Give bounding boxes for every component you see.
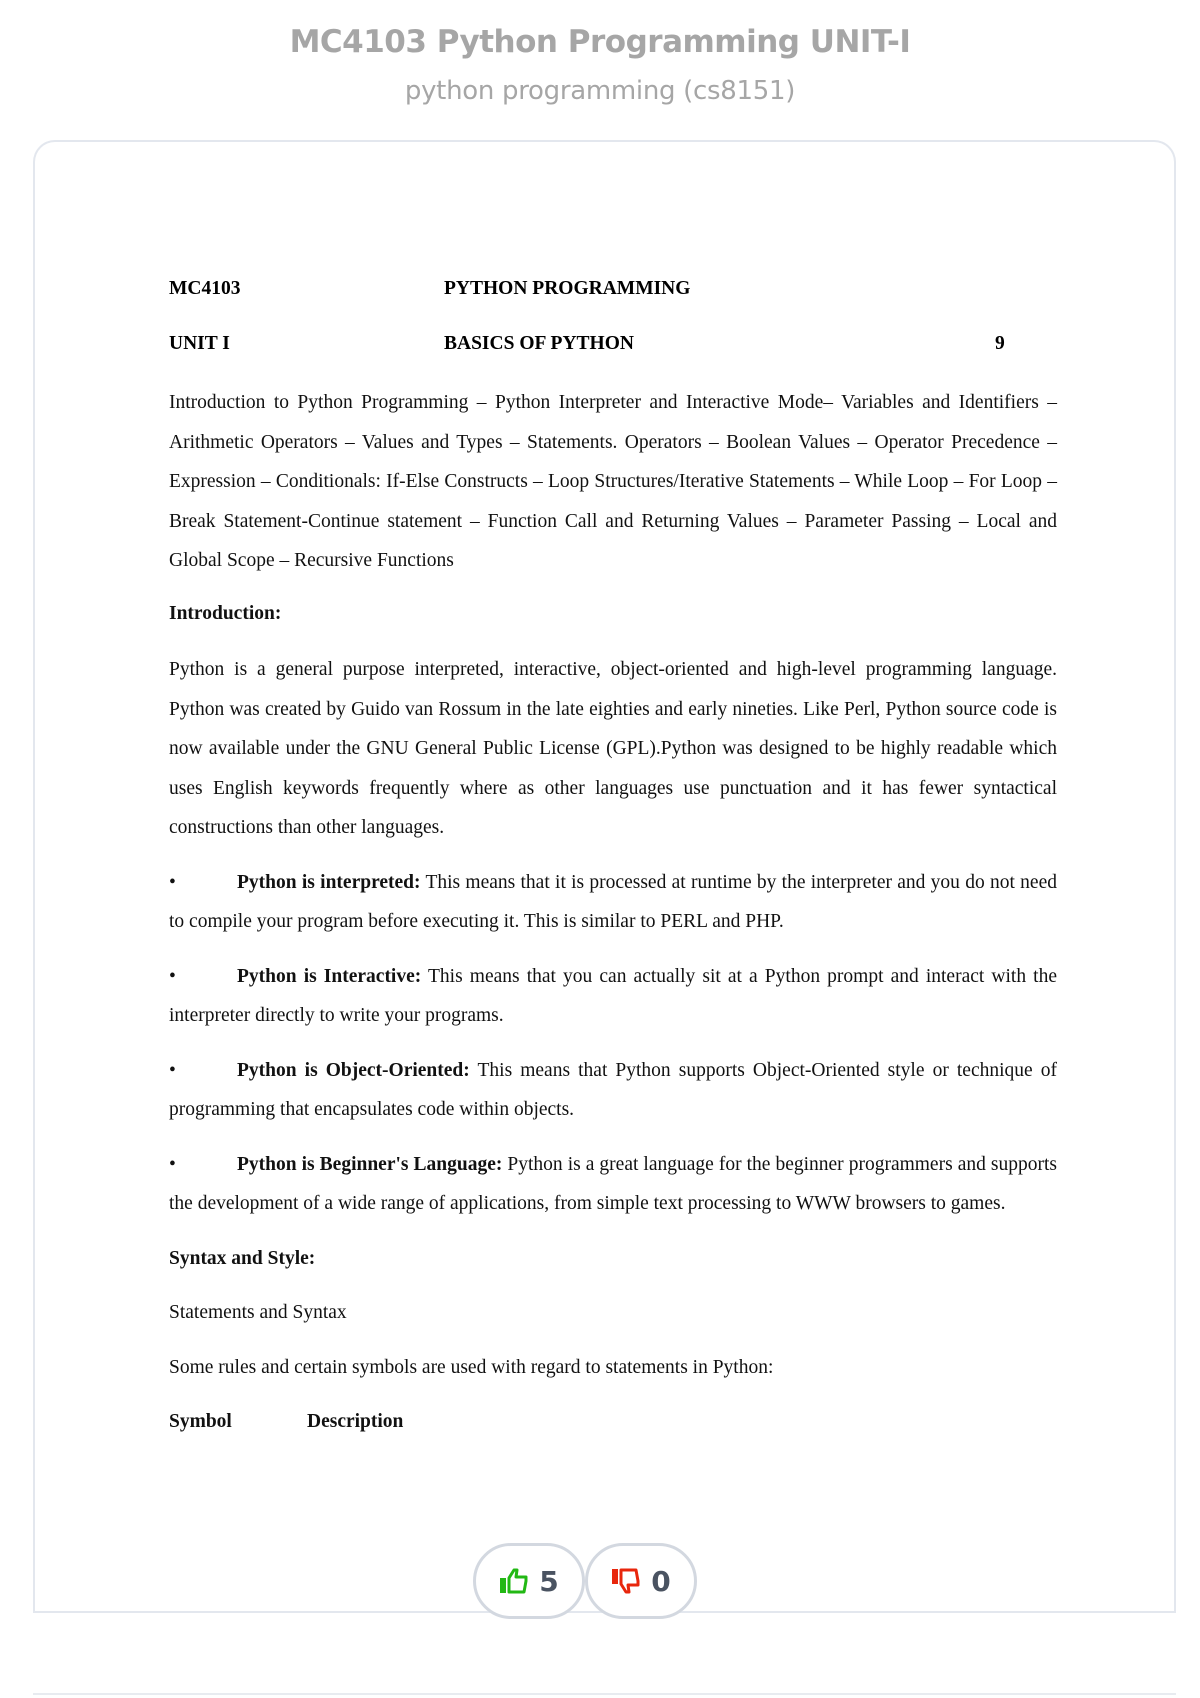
bullet-item: • Python is Beginner's Language: Python is a great language for the beginner programmers and supports the development of a wide range of applications, from simple text processing to WWW browsers to games. [169, 1153, 1057, 1214]
unit-label: UNIT I [169, 333, 230, 354]
rules-paragraph: Some rules and certain symbols are used with regard to statements in Python: [169, 1356, 774, 1378]
statements-label: Statements and Syntax [169, 1302, 347, 1323]
bullet-item: • Python is interpreted: This means that it is processed at runtime by the interpreter and you do not need to compile your program before executing it. This is similar to PERL and PHP. [169, 871, 1057, 932]
column-symbol: Symbol [169, 1411, 232, 1432]
intro-paragraph: Python is a general purpose interpreted, interactive, object-oriented and high-level programming language. Python was created by Guido van Rossum in the late eighties and early nineties. Like Perl, Python source code is now available under the GNU General Public License (GPL).Python was designed to be highly readable which uses English keywords frequently where as other languages use punctuation and it has fewer syntactical constructions than other languages. [169, 659, 1057, 838]
like-button[interactable] [473, 1543, 585, 1619]
syntax-heading: Syntax and Style: [169, 1247, 316, 1269]
course-name: PYTHON PROGRAMMING [444, 278, 691, 299]
column-description: Description [307, 1411, 404, 1432]
bullet-item: • Python is Interactive: This means that you can actually sit at a Python prompt and interact with the interpreter directly to write your programs. [169, 965, 1057, 1026]
thumbs-down-icon [611, 1567, 641, 1595]
page-title: MC4103 Python Programming UNIT-I [289, 24, 911, 60]
course-code: MC4103 [169, 278, 241, 299]
unit-hours: 9 [995, 333, 1005, 354]
like-count: 5 [539, 1564, 559, 1598]
document-body [169, 383, 1057, 1441]
syllabus-paragraph: Introduction to Python Programming – Python Interpreter and Interactive Mode– Variables and Identifiers – Arithmetic Operators – Values and Types – Statements. Operators – Boolean Values – Operator Precedence – Expression – Conditionals: If-Else Constructs – Loop Structures/Iterative Statements – While Loop – For Loop – Break Statement-Continue statement – Function Call and Returning Values – Parameter Passing – Local and Global Scope – Recursive Functions [169, 392, 1057, 571]
divider [33, 1693, 1176, 1695]
symbol-table-header [169, 1402, 1057, 1441]
intro-heading: Introduction: [169, 602, 282, 624]
bullet-item: • Python is Object-Oriented: This means that Python supports Object-Oriented style or technique of programming that encapsulates code within objects. [169, 1059, 1057, 1120]
unit-title: BASICS OF PYTHON [444, 333, 634, 354]
vote-bar [473, 1543, 697, 1621]
dislike-count: 0 [651, 1564, 671, 1598]
dislike-button[interactable] [585, 1543, 697, 1619]
course-subtitle[interactable]: python programming (cs8151) [404, 76, 796, 106]
thumbs-up-icon [499, 1567, 529, 1595]
